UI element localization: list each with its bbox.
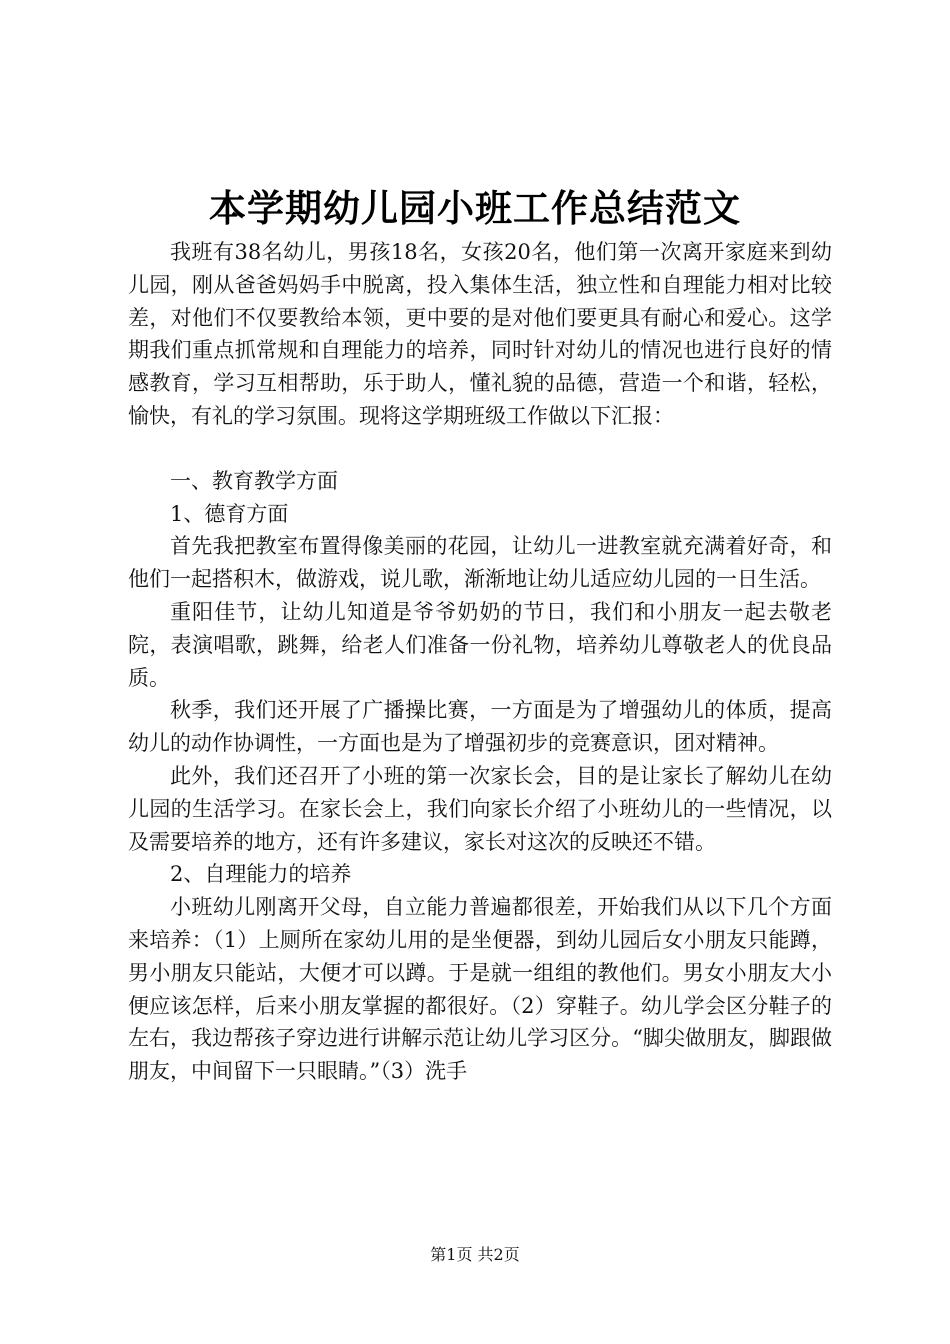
paragraph-classroom: 首先我把教室布置得像美丽的花园，让幼儿一进教室就充满着好奇，和他们一起搭积木，做游戏，说儿歌，渐渐地让幼儿适应幼儿园的一日生活。: [128, 534, 832, 592]
paragraph-parent-meeting: 此外，我们还召开了小班的第一次家长会，目的是让家长了解幼儿在幼儿园的生活学习。在家长会上，我们向家长介绍了小班幼儿的一些情况，以及需要培养的地方，还有许多建议，家长对这次的反映还不错。: [128, 763, 832, 854]
subsection-heading-self-care: 2、自理能力的培养: [170, 862, 352, 887]
document-body: [128, 236, 832, 1088]
section-heading-education: 一、教育教学方面: [170, 468, 338, 493]
paragraph-autumn-exercise: 秋季，我们还开展了广播操比赛，一方面是为了增强幼儿的体质，提高幼儿的动作协调性，一方面也是为了增强初步的竞赛意识，团对精神。: [128, 698, 832, 756]
subsection-heading-moral: 1、德育方面: [170, 501, 289, 526]
paragraph-self-care: 小班幼儿刚离开父母，自立能力普遍都很差，开始我们从以下几个方面来培养：（1）上厕所在家幼儿用的是坐便器，到幼儿园后女小朋友只能蹲，男小朋友只能站，大便才可以蹲。于是就一组组的教他们。男女小朋友大小便应该怎样，后来小朋友掌握的都很好。（2）穿鞋子。幼儿学会区分鞋子的左右，我边帮孩子穿边进行讲解示范让幼儿学习区分。“脚尖做朋友，脚跟做朋友，中间留下一只眼睛。”（3）洗手: [128, 895, 832, 1084]
document-title: 本学期幼儿园小班工作总结范文: [209, 187, 741, 230]
page-footer: 第1页 共2页: [430, 1245, 520, 1264]
paragraph-double-ninth: 重阳佳节，让幼儿知道是爷爷奶奶的节日，我们和小朋友一起去敬老院，表演唱歌，跳舞，给老人们准备一份礼物，培养幼儿尊敬老人的优良品质。: [128, 599, 832, 690]
intro-paragraph: 我班有38名幼儿，男孩18名，女孩20名，他们第一次离开家庭来到幼儿园，刚从爸爸妈妈手中脱离，投入集体生活，独立性和自理能力相对比较差，对他们不仅要教给本领，更中要的是对他们要更具有耐心和爱心。这学期我们重点抓常规和自理能力的培养，同时针对幼儿的情况也进行良好的情感教育，学习互相帮助，乐于助人，懂礼貌的品德，营造一个和谐，轻松，愉快，有礼的学习氛围。现将这学期班级工作做以下汇报：: [128, 240, 832, 428]
